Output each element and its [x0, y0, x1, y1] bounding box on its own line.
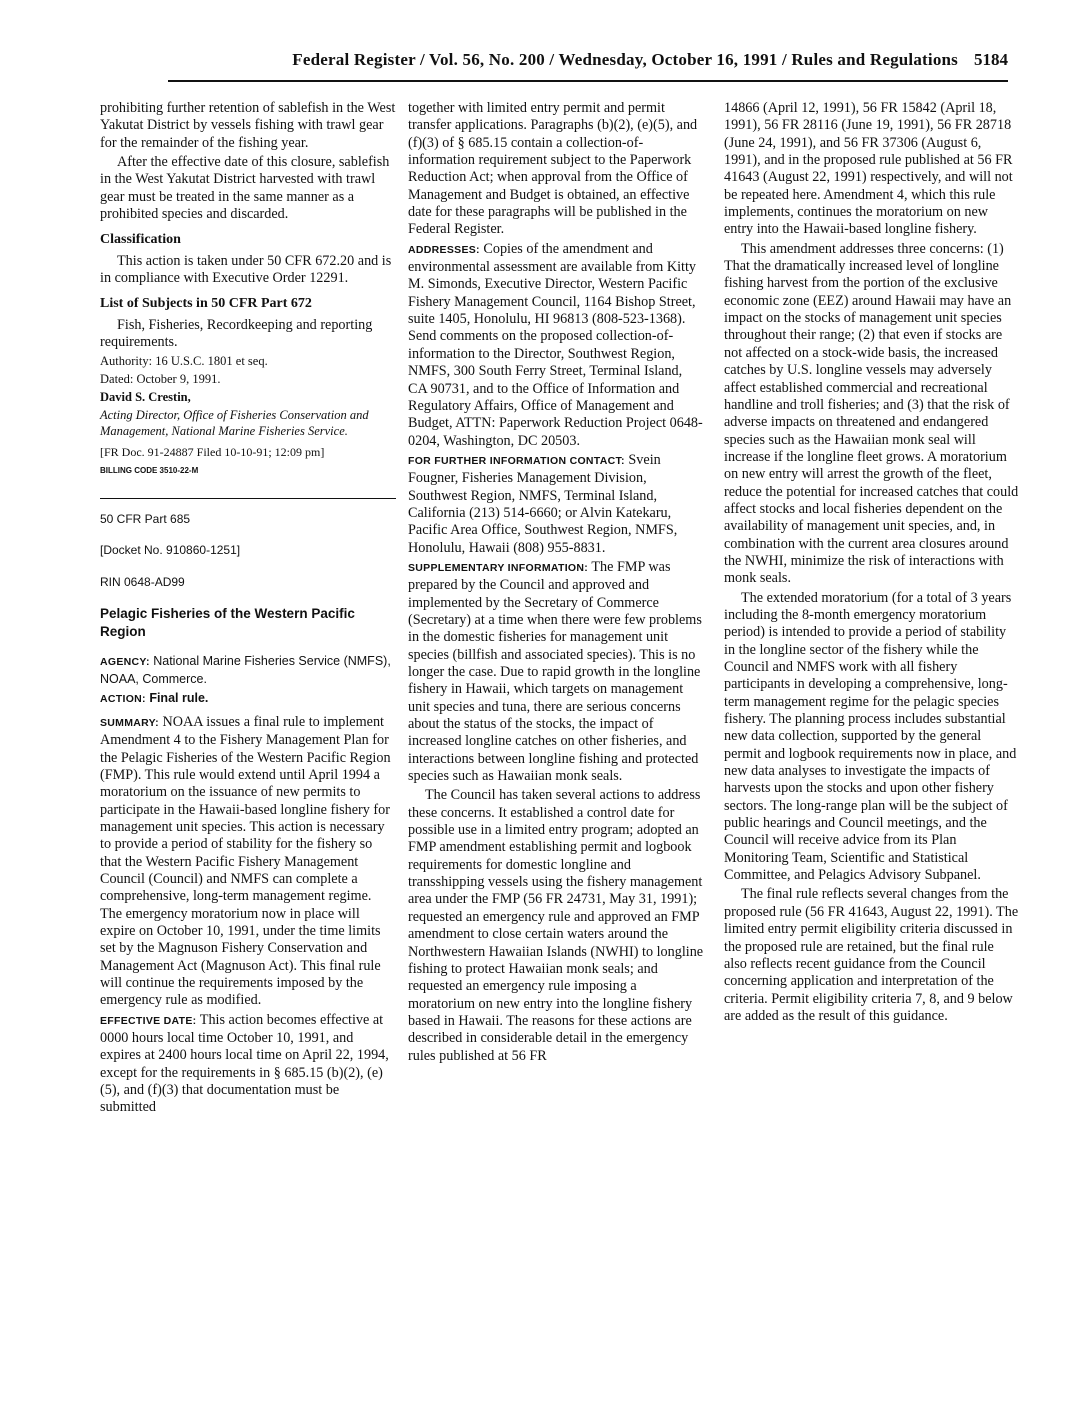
docket-number: [Docket No. 910860-1251] — [100, 543, 241, 558]
paragraph: This amendment addresses three concerns: (1) That the dramatically increased level of longline fishing harvest from the portion of the exclusive economic zone (EEZ) around Hawaii may have an impact on the stocks of management unit species throughout their range; (2) that even if stocks are not affected on a stock-wide basis, the increased catches by U.S. longline vessels may adversely affect established commercial and recreational handline and troll fisheries; and (3) that the risk of adverse impacts on threatened and endangered species such as the Hawaiian monk seal will increase if the longline fleet grows. A moratorium on new entry will arrest the growth of the fleet, reduce the potential for increased catches that could affect stocks and local fisheries dependent on the availability of management unit species, and, in combination with the current area closures around the NWHI, minimize the risk of interactions with monk seals. — [724, 240, 1019, 587]
further-info-text: Svein Fougner, Fisheries Management Division, Southwest Region, NMFS, Terminal Island, California (213) 514-6660; or Alvin Katekaru, Pacific Area Office, Southwest Region, NMFS, Honolulu, Hawaii (808) 955-8831. — [408, 451, 678, 556]
further-info-label: FOR FURTHER INFORMATION CONTACT: — [408, 454, 625, 467]
dated-line: Dated: October 9, 1991. — [100, 372, 221, 387]
paragraph: Fish, Fisheries, Recordkeeping and reporting requirements. — [100, 316, 373, 351]
classification-heading: Classification — [100, 232, 181, 248]
billing-code: BILLING CODE 3510-22-M — [100, 466, 199, 476]
supplementary-text: The FMP was prepared by the Council and approved and implemented by the Secretary of Commerce (Secretary) at a time when there were few problems in the domestic fisheries for management unit species (billfish and associated species). This is no longer the case. Due to rapid growth in the longline fishery in Hawaii, which targets on management unit species and tuna, there are serious concerns about the status of the stocks, the impact of increased longline catches on other fisheries, and interactions between longline fishing and protected species such as Hawaiian monk seals. — [408, 558, 702, 785]
section-divider — [100, 498, 396, 499]
paragraph: The final rule reflects several changes from the proposed rule (56 FR 41643, August 22, 1991). The limited entry permit eligibility criteria discussed in the proposed rule are retained, but the final rule also reflects recent guidance from the Council concerning application and interpretation of the criteria. Permit eligibility criteria 7, 8, and 9 below are added as the result of this guidance. — [724, 886, 1019, 1024]
running-header — [168, 50, 1008, 82]
agency-label: AGENCY: — [100, 655, 150, 668]
signer-title: Acting Director, Office of Fisheries Conservation and Management, National Marine Fisheries Service. — [100, 408, 369, 439]
effective-date-label: EFFECTIVE DATE: — [100, 1014, 197, 1027]
action-line — [100, 690, 396, 708]
paragraph: together with limited entry permit and permit transfer applications. Paragraphs (b)(2), (e)(5), and (f)(3) of § 685.15 contain a collection-of-information requirement subject to the Paperwork Reduction Act; when approval from the Office of Management and Budget is obtained, an effective date for these paragraphs will be published in the Federal Register. — [408, 100, 698, 238]
agency-text: National Marine Fisheries Service (NMFS), NOAA, Commerce. — [100, 653, 391, 686]
supplementary-label: SUPPLEMENTARY INFORMATION: — [408, 561, 589, 574]
addresses-paragraph — [408, 241, 704, 450]
column-1 — [100, 100, 396, 1119]
further-info-paragraph — [408, 452, 704, 557]
summary-label: SUMMARY: — [100, 716, 159, 729]
rin-number: RIN 0648-AD99 — [100, 574, 185, 589]
paragraph: prohibiting further retention of sablefish in the West Yakutat District by vessels fishing with trawl gear for the remainder of the fishing year. — [100, 100, 396, 151]
page-number: 5184 — [974, 50, 1008, 69]
summary-text: NOAA issues a final rule to implement Amendment 4 to the Fishery Management Plan for the Pelagic Fisheries of the Western Pacific Region (FMP). This rule would extend until April 1994 a moratorium on the issuance of new permits to participate in the Hawaii-based longline fishery for management unit species. This action is necessary to provide a period of stability for the fishery so that the Western Pacific Fishery Management Council (Council) and NMFS can complete a comprehensive, long-term management regime. The emergency moratorium now in place will expire on October 10, 1991, under the time limits set by the Magnuson Fishery Conservation and Management Act (Magnuson Act). This final rule will continue the requirements imposed by the emergency rule as modified. — [100, 713, 391, 1009]
action-text: Final rule. — [149, 690, 209, 705]
supplementary-paragraph — [408, 559, 704, 785]
addresses-text: Copies of the amendment and environmental assessment are available from Kitty M. Simonds, Executive Director, Western Pacific Fishery Management Council, 1164 Bishop Street, suite 1405, Honolulu, HI 96813 (808-523-1368). Send comments on the proposed collection-of-information to the Director, Southwest Region, NMFS, 300 South Ferry Street, Terminal Island, CA 90731, and to the Office of Information and Regulatory Affairs, Office of Management and Budget, ATTN: Paperwork Reduction Project 0648-0204, Washington, DC 20503. — [408, 240, 703, 449]
agency-line — [100, 653, 396, 688]
addresses-label: ADDRESSES: — [408, 243, 480, 256]
rule-title: Pelagic Fisheries of the Western Pacific Region — [100, 605, 355, 639]
effective-date-paragraph — [100, 1012, 396, 1117]
cfr-part: 50 CFR Part 685 — [100, 511, 191, 526]
fr-doc-line: [FR Doc. 91-24887 Filed 10-10-91; 12:09 pm] — [100, 445, 325, 460]
paragraph: After the effective date of this closure, sablefish in the West Yakutat District harvested with trawl gear must be treated in the same manner as a prohibited species and discarded. — [100, 154, 390, 223]
running-head: Federal Register / Vol. 56, No. 200 / Wednesday, October 16, 1991 / Rules and Regulations — [292, 50, 958, 69]
paragraph: This action is taken under 50 CFR 672.20 and is in compliance with Executive Order 12291. — [100, 252, 392, 287]
effective-date-text: This action becomes effective at 0000 hours local time October 10, 1991, and expires at 2400 hours local time on April 22, 1994, except for the requirements in § 685.15 (b)(2), (e)(5), and (f)(3) that documentation must be submitted — [100, 1011, 389, 1116]
subjects-heading: List of Subjects in 50 CFR Part 672 — [100, 296, 312, 312]
paragraph: The extended moratorium (for a total of 3 years including the 8-month emergency moratorium period) is intended to provide a period of stability in the longline sector of the fishery while the Council and NMFS work with all fishery participants in developing a comprehensive, long-term management regime for the pelagic species fishery. The planning process includes substantial new data collection, supported by the general permit and logbook requirements now in place, and new data analyses to investigate the impacts of harvests upon the stocks and upon other fishery sectors. The long-range plan will be the subject of public hearings and Council meetings, and the Council will receive advice from its Plan Monitoring Team, Scientific and Statistical Committee, and Pelagics Advisory Subpanel. — [724, 589, 1017, 884]
column-2 — [408, 100, 704, 1067]
column-3 — [724, 100, 1020, 1027]
paragraph: The Council has taken several actions to address these concerns. It established a control date for possible use in a limited entry program; adopted an FMP amendment establishing permit and logbook requirements for domestic longline and transshipping vessels using the fishery management area under the FMP (56 FR 24731, May 31, 1991); requested an emergency rule and approved an FMP amendment to close certain waters around the Northwestern Hawaiian Islands (NWHI) to longline fishing to protect Hawaiian monk seals; and requested an emergency rule imposing a moratorium on new entry into the longline fishery based in Hawaii. The reasons for these actions are described in considerable detail in the emergency rules published at 56 FR — [408, 787, 704, 1064]
authority-line: Authority: 16 U.S.C. 1801 et seq. — [100, 354, 268, 369]
action-label: ACTION: — [100, 692, 146, 705]
paragraph: 14866 (April 12, 1991), 56 FR 15842 (April 18, 1991), 56 FR 28116 (June 19, 1991), 56 FR 28718 (June 24, 1991), and 56 FR 37306 (August 6, 1991), and in the proposed rule published at 56 FR 41643 (August 22, 1991) respectively, and will not be repeated here. Amendment 4, which this rule implements, continues the moratorium on new entry into the Hawaii-based longline fishery. — [724, 100, 1013, 238]
summary-paragraph — [100, 714, 396, 1010]
signer-name: David S. Crestin, — [100, 390, 191, 405]
